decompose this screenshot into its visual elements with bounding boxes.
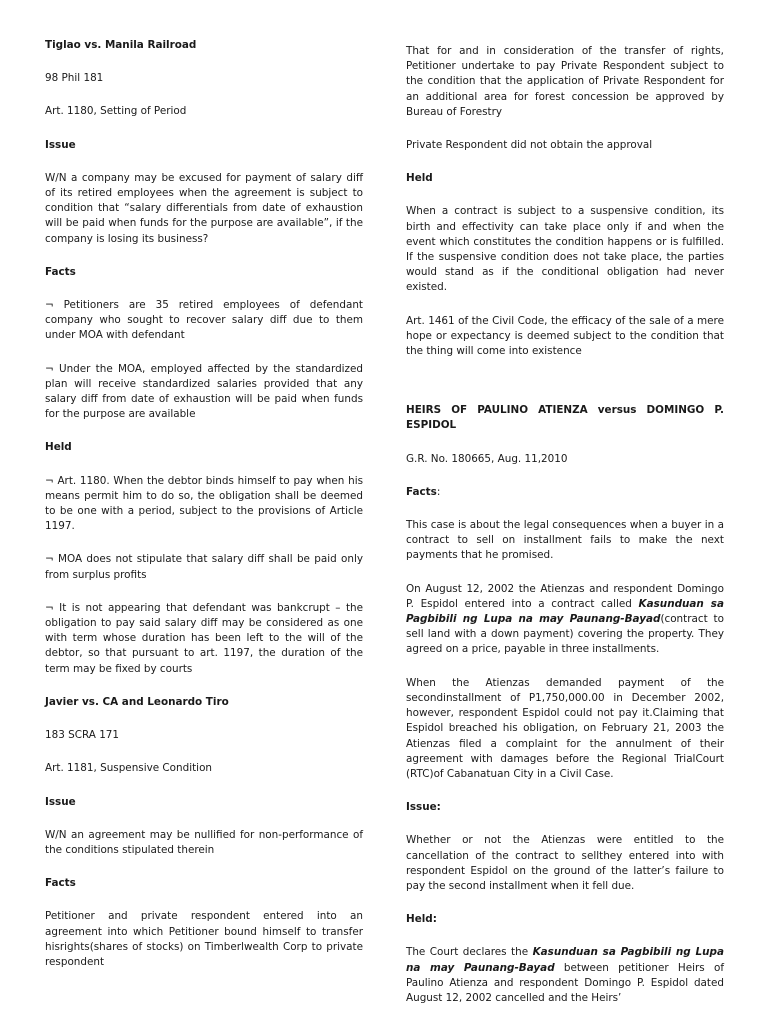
contract-name: Kasunduan sa Pagbibili ng Lupa na may Paunang-Bayad [406, 946, 724, 974]
facts-paragraph [406, 582, 724, 658]
left-column [45, 38, 363, 970]
held-paragraph [406, 945, 724, 1006]
issue-heading: Issue [45, 138, 76, 151]
facts-heading-colon: : [436, 485, 441, 498]
facts-paragraph: This case is about the legal consequences when a buyer in a contract to sell on installment fails to make the next payments that he promised. [406, 519, 724, 562]
facts-paragraph: ¬ Petitioners are 35 retired employees of defendant company who sought to recover salary diff due to them under MOA with defendant [45, 299, 363, 342]
case-title-tiglao: Tiglao vs. Manila Railroad [45, 39, 197, 51]
facts-paragraph: Private Respondent did not obtain the approval [406, 139, 653, 152]
held-paragraph: ¬ It is not appearing that defendant was bankcrupt – the obligation to pay said salary diff may be considered as one with term whose duration has been left to the will of the debtor, so that pursuant to art. 1197, the duration of the term may be fixed by courts [45, 601, 363, 675]
contract-name: Kasunduan sa Pagbibili ng Lupa na may Paunang-Bayad [406, 597, 724, 626]
case-citation: 98 Phil 181 [45, 72, 104, 85]
issue-heading: Issue [45, 795, 76, 808]
facts-paragraph: Petitioner and private respondent entered into an agreement into which Petitioner bound himself to transfer hisrights(shares of stocks) on Timberlwealth Corp to private respondent [45, 910, 363, 968]
held-text: The Court declares the [406, 946, 533, 959]
held-paragraph: Art. 1461 of the Civil Code, the efficacy of the sale of a mere hope or expectancy is deemed subject to the condition that the thing will come into existence [406, 314, 724, 358]
held-paragraph: ¬ MOA does not stipulate that salary diff shall be paid only from surplus profits [45, 553, 363, 581]
held-heading: Held: [406, 913, 437, 926]
held-paragraph: ¬ Art. 1180. When the debtor binds himself to pay when his means permit him to do so, the obligation shall be deemed to be one with a period, subject to the provisions of Article 1197. [45, 474, 363, 533]
facts-text: On August 12, 2002 the Atienzas and respondent Domingo P. Espidol entered into a contract called [406, 582, 724, 610]
case-citation: G.R. No. 180665, Aug. 11,2010 [406, 452, 568, 465]
right-column [406, 44, 724, 1006]
issue-paragraph: W/N an agreement may be nullified for non-performance of the conditions stipulated therein [45, 828, 363, 856]
issue-heading: Issue: [406, 801, 441, 814]
case-citation: 183 SCRA 171 [45, 729, 120, 742]
facts-text: (contract to sell land with a down payment) covering the property. They agreed on a price, payable in three installments. [406, 613, 724, 656]
facts-heading: Facts [45, 877, 76, 890]
facts-heading [406, 485, 724, 500]
issue-paragraph: Whether or not the Atienzas were entitled to the cancellation of the contract to sellthey entered into with respondent Espidol on the ground of the latter’s failure to pay the second installment when it fell due. [406, 834, 724, 892]
facts-heading: Facts [45, 265, 76, 278]
case-title-javier: Javier vs. CA and Leonardo Tiro [45, 695, 229, 708]
held-heading: Held [406, 172, 433, 185]
case-article: Art. 1180, Setting of Period [45, 105, 187, 118]
held-heading: Held [45, 441, 72, 454]
case-article: Art. 1181, Suspensive Condition [45, 762, 213, 775]
facts-paragraph: That for and in consideration of the transfer of rights, Petitioner undertake to pay Private Respondent subject to the condition that the application of Private Respondent for an additional area for forest concession be approved by Bureau of Forestry [406, 45, 724, 118]
facts-paragraph: When the Atienzas demanded payment of the secondinstallment of P1,750,000.00 in December 2002, however, respondent Espidol could not pay it.Claiming that Espidol breached his obligation, on February 21, 2003 the Atienzas filed a complaint for the annulment of their agreement with damages before the Regional TrialCourt (RTC)of Cabanatuan City in a Civil Case. [406, 676, 724, 780]
facts-heading-text: Facts [406, 485, 437, 498]
case-title-atienza: HEIRS OF PAULINO ATIENZA versus DOMINGO P. ESPIDOL [406, 404, 724, 432]
facts-paragraph: ¬ Under the MOA, employed affected by the standardized plan will receive standardized salaries provided that any salary diff from date of exhaustion will be paid when funds for the purpose are available [45, 362, 363, 421]
held-paragraph: When a contract is subject to a suspensive condition, its birth and effectivity can take place only if and when the event which constitutes the condition happens or is fulfilled. If the suspensive condition does not take place, the parties would stand as if the conditional obligation had never existed. [406, 205, 724, 294]
issue-paragraph: W/N a company may be excused for payment of salary diff of its retired employees when the agreement is subject to condition that “salary differentials from date of exhaustion will be paid when funds for the purpose are available”, if the company is losing its business? [45, 171, 363, 245]
held-text: between petitioner Heirs of Paulino Atienza and respondent Domingo P. Espidol dated August 12, 2002 cancelled and the Heirs’ [406, 961, 724, 1004]
